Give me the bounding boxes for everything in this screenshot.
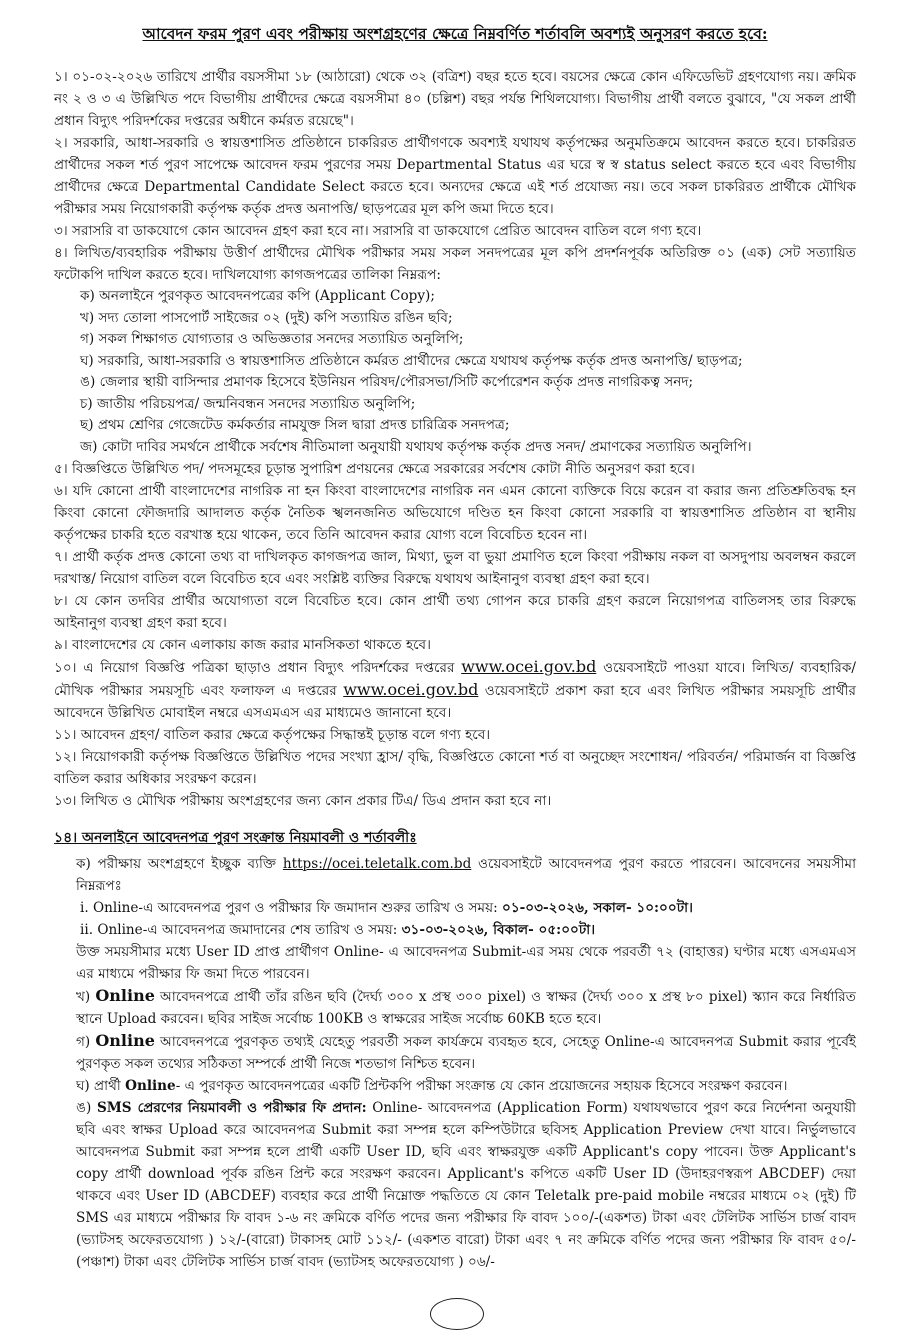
rule-ga-prefix: গ) <box>76 1034 96 1050</box>
condition-9: ৯। বাংলাদেশের যে কোন এলাকায় কাজ করার মানসিকতা থাকতে হবে। <box>54 637 431 653</box>
condition-13: ১৩। লিখিত ও মৌখিক পরীক্ষায় অংশগ্রহণের জন্য কোন প্রকার টিএ/ ডিএ প্রদান করা হবে না। <box>54 793 552 809</box>
document-list-item: ছ) প্রথম শ্রেণির গেজেটেড কর্মকর্তার নামযুক্ত সিল দ্বারা প্রদত্ত চারিত্রিক সনদপত্র; <box>80 417 510 433</box>
page-number-mark <box>430 1298 484 1330</box>
rule-gha-emphasis: Online <box>125 1078 176 1094</box>
rule-gha-text: - এ পুরণকৃত আবেদনপত্রের একটি প্রিন্টকপি পরীক্ষা সংক্রান্ত যে কোন প্রয়োজনের সহায়ক হিসেবে সংরক্ষণ করবেন। <box>175 1078 788 1094</box>
condition-10-text: ওয়েবসাইটে প্রকাশ করা হবে এবং লিখিত পরীক্ষার সময়সূচি প্রার্থীর আবেদনে উল্লিখিত মোবাইল নম্বরে এসএমএস এর মাধ্যমেও জানানো হবে। <box>54 683 856 721</box>
document-list-item: জ) কোটা দাবির সমর্থনে প্রার্থীকে সর্বশেষ নীতিমালা অনুযায়ী যথাযথ কর্তৃপক্ষ কর্তৃক প্রদত্ত সনদ/ প্রমাণকের সত্যায়িত অনুলিপি। <box>80 438 752 455</box>
teletalk-website-link[interactable]: https://ocei.teletalk.com.bd <box>282 856 472 872</box>
condition-12: ১২। নিয়োগকারী কর্তৃপক্ষ বিজ্ঞপ্তিতে উল্লিখিত পদের সংখ্যা হ্রাস/ বৃদ্ধি, বিজ্ঞপ্তিতে কোনো শর্ত বা অনুচ্ছেদ সংশোধন/ পরিবর্তন/ পরিমার্জন বা বিজ্ঞপ্তি বাতিল করার অধিকার সংরক্ষণ করেন। <box>54 749 856 787</box>
condition-11: ১১। আবেদন গ্রহণ/ বাতিল করার ক্ষেত্রে কর্তৃপক্ষের সিদ্ধান্তই চূড়ান্ত বলে গণ্য হবে। <box>54 727 491 743</box>
condition-10 <box>54 656 856 724</box>
start-date-value: ০১-০৩-২০২৬, সকাল- ১০:০০টা। <box>502 900 693 916</box>
document-list-item: ঙ) জেলার স্থায়ী বাসিন্দার প্রমাণক হিসেবে ইউনিয়ন পরিষদ/পৌরসভা/সিটি কর্পোরেশন কর্তৃক প্রদত্ত নাগরিকত্ব সনদ; <box>80 374 694 390</box>
end-date-label: ii. Online-এ আবেদনপত্র জমাদানের শেষ তারিখ ও সময়: <box>80 922 402 938</box>
condition-7: ৭। প্রার্থী কর্তৃক প্রদত্ত কোনো তথ্য বা দাখিলকৃত কাগজপত্র জাল, মিথ্যা, ভুল বা ভুয়া প্রমাণিত হলে কিংবা পরীক্ষায় নকল বা অসদুপায় অবলম্বন করলে দরখাস্ত/ নিয়োগ বাতিল বলে বিবেচিত হবে এবং সংশ্লিষ্ট ব্যক্তির বিরুদ্ধে যথাযথ আইনানুগ ব্যবস্থা গ্রহণ করা হবে। <box>54 549 856 587</box>
rule-ka <box>54 853 856 897</box>
rule-uma-prefix: ঙ) <box>76 1100 97 1116</box>
rule-kha <box>54 985 856 1030</box>
online-application-rules-title: ১৪। অনলাইনে আবেদনপত্র পুরণ সংক্রান্ত নিয়মাবলী ও শর্তাবলীঃ <box>54 830 417 846</box>
rule-uma <box>54 1097 856 1273</box>
rule-kha-text: আবেদনপত্রে প্রার্থী তাঁর রঙিন ছবি (দৈর্ঘ্য ৩০০ x প্রস্থ ৩০০ pixel) ও স্বাক্ষর (দৈর্ঘ্য ৩০০ x প্রস্থ ৮০ pixel) স্ক্যান করে নির্ধারিত স্থানে Upload করবেন। ছবির সাইজ সর্বোচ্চ 100KB ও স্বাক্ষরের সাইজ সর্বোচ্চ 60KB হতে হবে। <box>76 989 856 1027</box>
document-list-item: খ) সদ্য তোলা পাসপোর্ট সাইজের ০২ (দুই) কপি সত্যায়িত রঙিন ছবি; <box>80 309 453 326</box>
ocei-website-link[interactable]: www.ocei.gov.bd <box>461 657 597 676</box>
application-end-date <box>54 919 856 941</box>
rule-ga-text: আবেদনপত্রে পুরণকৃত তথ্যই যেহেতু পরবর্তী সকল কার্যক্রমে ব্যবহৃত হবে, সেহেতু Online-এ আবেদনপত্র Submit করার পূর্বেই পুরণকৃত সকল তথ্যের সঠিকতা সম্পর্কে প্রার্থী নিজে শতভাগ নিশ্চিত হবেন। <box>76 1034 856 1072</box>
ocei-website-link[interactable]: www.ocei.gov.bd <box>343 680 479 699</box>
rule-ka-text: ক) পরীক্ষায় অংশগ্রহণে ইচ্ছুক ব্যক্তি <box>76 856 283 872</box>
rule-ka-text: ওয়েবসাইটে আবেদনপত্র পুরণ করতে পারবেন। আবেদনের সময়সীমা নিম্নরূপঃ <box>76 856 857 894</box>
document-list-item: গ) সকল শিক্ষাগত যোগ্যতার ও অভিজ্ঞতার সনদের সত্যায়িত অনুলিপি; <box>80 331 464 347</box>
end-date-value: ৩১-০৩-২০২৬, বিকাল- ০৫:০০টা। <box>401 922 596 938</box>
condition-1: ১। ০১-০২-২০২৬ তারিখে প্রার্থীর বয়সসীমা ১৮ (আঠারো) থেকে ৩২ (বত্রিশ) বছর হতে হবে। বয়সের ক্ষেত্রে কোন এফিডেভিট গ্রহণযোগ্য নয়। ক্রমিক নং ২ ও ৩ এ উল্লিখিত পদে বিভাগীয় প্রার্থীদের ক্ষেত্রে বয়সসীমা ৪০ (চল্লিশ) বছর পর্যন্ত শিথিলযোগ্য। বিভাগীয় প্রার্থী বলতে বুঝাবে, "যে সকল প্রার্থী প্রধান বিদ্যুৎ পরিদর্শকের দপ্তরের অধীনে কর্মরত রয়েছে"। <box>54 69 856 129</box>
rule-kha-emphasis: Online <box>95 986 155 1005</box>
rule-uma-text: Online- আবেদনপত্র (Application Form) যথাযথভাবে পুরণ করে নির্দেশনা অনুযায়ী ছবি এবং স্বাক্ষর Upload করে আবেদনপত্র Submit করা সম্পন্ন হলে কম্পিউটারে ছবিসহ Application Preview দেখা যাবে। নির্ভুলভাবে আবেদনপত্র Submit করা সম্পন্ন হলে প্রার্থী একটি User ID, ছবি এবং স্বাক্ষরযুক্ত একটি Applicant's copy পাবেন। উক্ত Applicant's copy প্রার্থী download পূর্বক রঙিন প্রিন্ট করে সংরক্ষণ করবেন। Applicant's কপিতে একটি User ID (উদাহরণস্বরূপ ABCDEF) দেয়া থাকবে এবং User ID (ABCDEF) ব্যবহার করে প্রার্থী নিম্নোক্ত পদ্ধতিতে যে কোন Teletalk pre-paid mobile নম্বরের মাধ্যমে ০২ (দুই) টি SMS এর মাধ্যমে পরীক্ষার ফি বাবদ ১-৬ নং ক্রমিকে বর্ণিত পদের জন্য পরীক্ষার ফি বাবদ ১০০/-(একশত) টাকা এবং টেলিটক সার্ভিস চার্জ বাবদ (ভ্যাটসহ অফেরতযোগ্য ) ১২/-(বারো) টাকাসহ মোট ১১২/- (একশত বারো) টাকা এবং ৭ নং ক্রমিকে বর্ণিত পদের জন্য পরীক্ষার ফি বাবদ ৫০/-(পঞ্চাশ) টাকা এবং টেলিটক সার্ভিস চার্জ বাবদ (ভ্যাটসহ অফেরতযোগ্য ) ০৬/- <box>76 1100 856 1270</box>
rule-ga-emphasis: Online <box>95 1031 155 1050</box>
application-start-date <box>54 897 856 919</box>
condition-2: ২। সরকারি, আধা-সরকারি ও স্বায়ত্তশাসিত প্রতিষ্ঠানে চাকরিরত প্রার্থীগণকে অবশ্যই যথাযথ কর্তৃপক্ষের অনুমতিক্রমে আবেদন করতে হবে। চাকরিরত প্রার্থীদের সকল শর্ত পুরণ সাপেক্ষে আবেদন ফরম পুরণের সময় Departmental Status এর ঘরে স্ব স্ব status select করতে হবে এবং বিভাগীয় প্রার্থীদের ক্ষেত্রে Departmental Candidate Select করতে হবে। অন্যদের ক্ষেত্রে এই শর্ত প্রযোজ্য নয়। তবে সকল চাকরিরত প্রার্থীকে মৌখিক পরীক্ষার সময় নিয়োগকারী কর্তৃপক্ষ কর্তৃক প্রদত্ত অনাপত্তি/ ছাড়পত্রের মূল কপি জমা দিতে হবে। <box>54 135 856 217</box>
condition-10-text: ওয়েবসাইটে পাওয়া যাবে। লিখিত/ ব্যবহারিক/ মৌখিক পরীক্ষার সময়সূচি এবং ফলাফল এ দপ্তরের <box>54 660 856 699</box>
document-list <box>54 286 856 458</box>
condition-3: ৩। সরাসরি বা ডাকযোগে কোন আবেদন গ্রহণ করা হবে না। সরাসরি বা ডাকযোগে প্রেরিত আবেদন বাতিল বলে গণ্য হবে। <box>54 223 702 239</box>
document-list-item: ঘ) সরকারি, আধা-সরকারি ও স্বায়ত্তশাসিত প্রতিষ্ঠানে কর্মরত প্রার্থীদের ক্ষেত্রে যথাযথ কর্তৃপক্ষ কর্তৃক প্রদত্ত অনাপত্তি/ ছাড়পত্র; <box>80 352 743 369</box>
page-heading: আবেদন ফরম পুরণ এবং পরীক্ষায় অংশগ্রহণের ক্ষেত্রে নিম্নবর্ণিত শর্তাবলি অবশ্যই অনুসরণ করতে হবে: <box>142 24 768 43</box>
condition-10-text: ১০। এ নিয়োগ বিজ্ঞপ্তি পত্রিকা ছাড়াও প্রধান বিদ্যুৎ পরিদর্শকের দপ্তরের <box>54 660 462 676</box>
rule-gha <box>54 1075 856 1097</box>
rule-ga <box>54 1030 856 1075</box>
document-list-item: চ) জাতীয় পরিচয়পত্র/ জন্মনিবন্ধন সনদের সত্যায়িত অনুলিপি; <box>80 395 416 412</box>
document-list-item: ক) অনলাইনে পুরণকৃত আবেদনপত্রের কপি (Applicant Copy); <box>80 288 435 304</box>
condition-4: ৪। লিখিত/ব্যবহারিক পরীক্ষায় উত্তীর্ণ প্রার্থীদের মৌখিক পরীক্ষার সময় সকল সনদপত্রের মূল কপি প্রদর্শনপূর্বক অতিরিক্ত ০১ (এক) সেট সত্যায়িত ফটোকপি দাখিল করতে হবে। দাখিলযোগ্য কাগজপত্রের তালিকা নিম্নরূপ: <box>54 245 856 283</box>
section-gap <box>54 812 856 826</box>
rule-kha-prefix: খ) <box>76 989 96 1005</box>
start-date-label: i. Online-এ আবেদনপত্র পুরণ ও পরীক্ষার ফি জমাদান শুরুর তারিখ ও সময়: <box>80 900 502 916</box>
rule-uma-emphasis: SMS প্রেরণের নিয়মাবলী ও পরীক্ষার ফি প্রদান: <box>96 1100 367 1116</box>
condition-6: ৬। যদি কোনো প্রার্থী বাংলাদেশের নাগরিক না হন কিংবা বাংলাদেশের নাগরিক নন এমন কোনো ব্যক্তিকে বিয়ে করেন বা করার জন্য প্রতিশ্রুতিবদ্ধ হন কিংবা কোনো ফৌজদারি আদালত কর্তৃক নৈতিক স্খলনজনিত অভিযোগে দণ্ডিত হন কিংবা কোনো সরকারি বা স্বায়ত্তশাসিত প্রতিষ্ঠান বা স্থানীয় কর্তৃপক্ষের চাকরি হতে বরখাস্ত হয়ে থাকেন, তবে তিনি আবেদন করার যোগ্য বলে বিবেচিত হবেন না। <box>54 483 856 543</box>
condition-5: ৫। বিজ্ঞপ্তিতে উল্লিখিত পদ/ পদসমূহের চূড়ান্ত সুপারিশ প্রণয়নের ক্ষেত্রে সরকারের সর্বশেষ কোটা নীতি অনুসরণ করা হবে। <box>54 461 695 477</box>
condition-8: ৮। যে কোন তদবির প্রার্থীর অযোগ্যতা বলে বিবেচিত হবে। কোন প্রার্থী তথ্য গোপন করে চাকরি গ্রহণ করলে নিয়োগপত্র বাতিলসহ তার বিরুদ্ধে আইনানুগ ব্যবস্থা গ্রহণ করা হবে। <box>54 593 856 631</box>
rule-gha-prefix: ঘ) প্রার্থী <box>76 1078 126 1094</box>
userid-fee-note: উক্ত সময়সীমার মধ্যে User ID প্রাপ্ত প্রার্থীগণ Online- এ আবেদনপত্র Submit-এর সময় থেকে পরবর্তী ৭২ (বাহাত্তর) ঘণ্টার মধ্যে এসএমএস এর মাধ্যমে পরীক্ষার ফি জমা দিতে পারবেন। <box>76 944 856 982</box>
